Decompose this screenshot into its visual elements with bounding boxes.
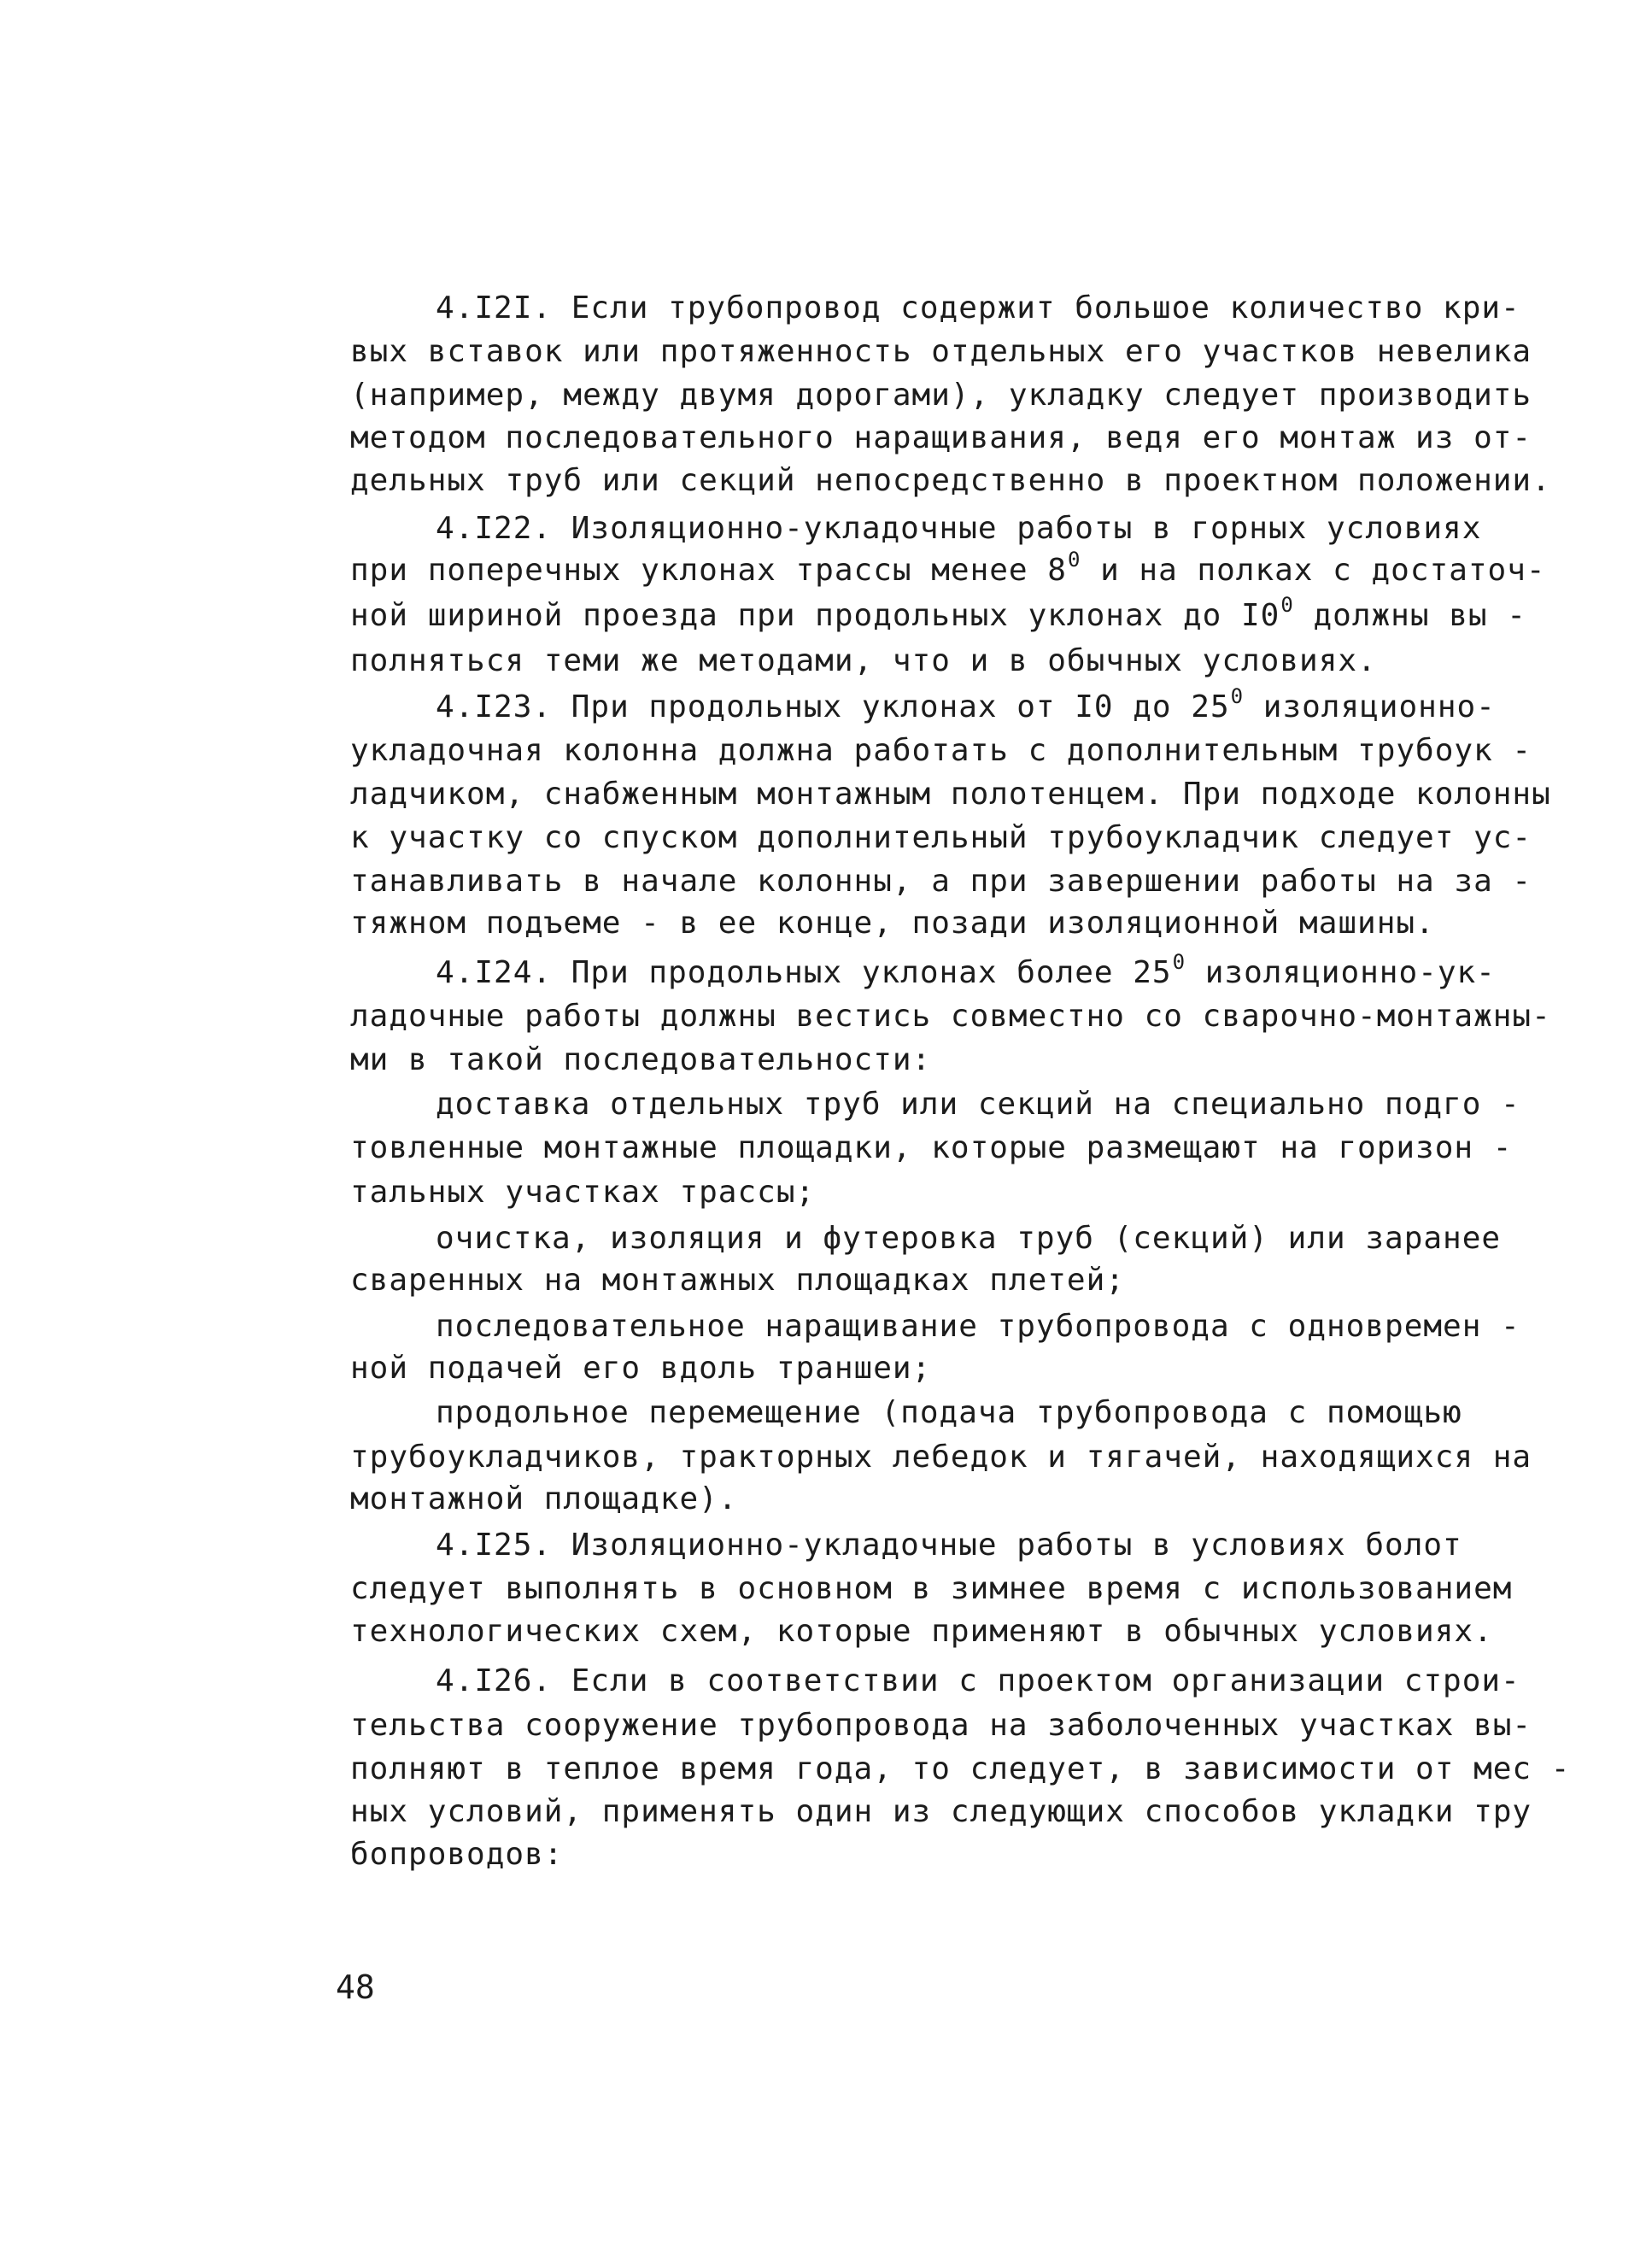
text-line: полняют в теплое время года, то следует, в зависимости от мес - [350,1751,1571,1786]
text-segment: при поперечных уклонах трассы менее 8 [350,553,1067,588]
text-line: методом последовательного наращивания, ведя его монтаж из от- [350,420,1532,455]
page-number: 48 [336,1968,375,2006]
text-line: сваренных на монтажных площадках плетей; [350,1263,1125,1298]
text-line: ной подачей его вдоль траншеи; [350,1351,932,1386]
text-line: 4.I22. Изоляционно-укладочные работы в горных условиях [436,511,1482,546]
text-line [436,951,1496,995]
text-line [436,685,1496,730]
text-line: последовательное наращивание трубопровода с одновремен - [436,1309,1520,1344]
text-line: ладчиком, снабженным монтажным полотенцем. При подходе колонны [350,777,1551,812]
text-line: 4.I26. Если в соответствии с проектом организации строи- [436,1663,1520,1698]
text-line: ми в такой последовательности: [350,1042,932,1077]
text-line: доставка отдельных труб или секций на специально подго - [436,1087,1520,1122]
text-line: тельства сооружение трубопровода на заболоченных участках вы- [350,1708,1532,1743]
text-segment: должны вы - [1293,598,1526,633]
text-line: бопроводов: [350,1837,564,1872]
text-line: вых вставок или протяженность отдельных его участков невелика [350,334,1532,369]
text-line: дельных труб или секций непосредственно в проектном положении. [350,463,1551,498]
text-line: очистка, изоляция и футеровка труб (секций) или заранее [436,1221,1502,1256]
text-segment: и на полках с достаточ- [1081,553,1546,588]
text-line: к участку со спуском дополнительный трубоукладчик следует ус- [350,820,1532,855]
text-line: монтажной площадке). [350,1481,738,1516]
text-line: (например, между двумя дорогами), укладку следует производить [350,378,1532,413]
text-line: тяжном подъеме - в ее конце, позади изоляционной машины. [350,906,1435,941]
text-line: ных условий, применять один из следующих способов укладки тру [350,1794,1532,1829]
text-line: танавливать в начале колонны, а при завершении работы на за - [350,864,1532,899]
text-segment: ной шириной проезда при продольных уклонах до I0 [350,598,1280,633]
text-line: укладочная колонна должна работать с дополнительным трубоук - [350,733,1532,768]
text-line: ладочные работы должны вестись совместно со сварочно-монтажны- [350,999,1551,1034]
text-line [350,594,1526,638]
degree-superscript: 0 [1172,950,1186,974]
text-segment: 4.I24. При продольных уклонах более 25 [436,955,1172,990]
text-line: 4.I25. Изоляционно-укладочные работы в условиях болот [436,1528,1462,1563]
text-segment: 4.I23. При продольных уклонах от I0 до 25 [436,689,1230,724]
degree-superscript: 0 [1067,548,1081,572]
text-line: следует выполнять в основном в зимнее время с использованием [350,1571,1513,1606]
text-line: продольное перемещение (подача трубопровода с помощью [436,1395,1462,1430]
text-line: трубоукладчиков, тракторных лебедок и тягачей, находящихся на [350,1440,1532,1475]
text-line: технологических схем, которые применяют в обычных условиях. [350,1614,1493,1649]
text-line: товленные монтажные площадки, которые размещают на горизон - [350,1130,1513,1165]
text-line: тальных участках трассы; [350,1175,816,1210]
degree-superscript: 0 [1230,684,1245,708]
text-line: полняться теми же методами, что и в обычных условиях. [350,643,1377,678]
degree-superscript: 0 [1280,593,1294,617]
text-segment: изоляционно-ук- [1186,955,1496,990]
text-line: 4.I2I. Если трубопровод содержит большое количество кри- [436,290,1520,326]
text-segment: изоляционно- [1244,689,1496,724]
text-line [350,548,1546,593]
